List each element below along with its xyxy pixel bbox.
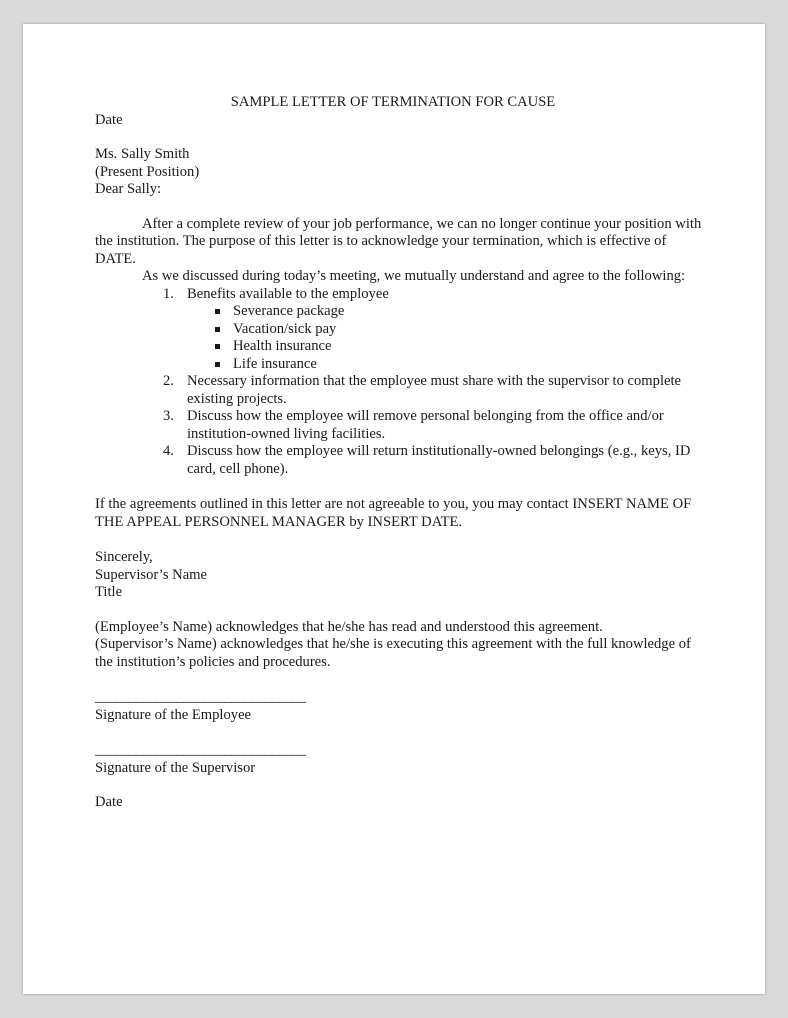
bullet-icon: [215, 344, 220, 349]
signature-employee-label: Signature of the Employee: [95, 706, 252, 723]
list-number: 1.: [163, 285, 174, 302]
signer-title: Title: [95, 584, 123, 600]
paragraph-review: After a complete review of your job performance, we can no longer continue your position with the institution. The purpose of this letter is to acknowledge your termination, which is effective of DATE.: [95, 215, 702, 267]
list-item: [95, 286, 705, 374]
recipient-name: Ms. Sally Smith: [95, 146, 190, 162]
ack-employee: (Employee’s Name) acknowledges that he/she has read and understood this agreement.: [95, 618, 603, 635]
bullet-icon: [215, 309, 220, 314]
closing: Sincerely,: [95, 549, 153, 565]
sub-list-item: [187, 356, 705, 374]
list-number: 3.: [163, 408, 174, 424]
signature-line-employee: _______________________________: [95, 689, 306, 705]
paragraph-meeting: As we discussed during today’s meeting, we mutually understand and agree to the following:: [142, 268, 686, 284]
document-page: [23, 24, 765, 994]
sub-list-item: [187, 338, 705, 356]
signature-supervisor-label: Signature of the Supervisor: [95, 759, 256, 776]
benefits-sublist: [187, 303, 705, 373]
list-number: 2.: [163, 373, 174, 389]
paragraph-appeal: If the agreements outlined in this letter are not agreeable to you, you may contact INSERT NAME OF THE APPEAL PERSONNEL MANAGER by INSERT DATE.: [95, 496, 692, 530]
sub-list-item-text: Severance package: [233, 303, 345, 319]
date-line-bottom: Date: [95, 794, 123, 810]
signer-name: Supervisor’s Name: [95, 566, 208, 583]
list-item-text: Discuss how the employee will remove personal belonging from the office and/or institution-owned living facilities.: [187, 408, 664, 442]
list-item-text: Necessary information that the employee must share with the supervisor to complete existing projects.: [187, 373, 682, 407]
signature-line-supervisor: _______________________________: [95, 742, 306, 758]
list-item: [95, 373, 705, 408]
letter-title: SAMPLE LETTER OF TERMINATION FOR CAUSE: [230, 94, 556, 110]
sub-list-item-text: Health insurance: [233, 338, 332, 354]
list-item-text: Discuss how the employee will return institutionally-owned belongings (e.g., keys, ID card, cell phone).: [187, 443, 691, 477]
list-item: [95, 443, 705, 478]
bullet-icon: [215, 327, 220, 332]
sub-list-item: [187, 321, 705, 339]
agreement-list: [95, 286, 705, 479]
list-number: 4.: [163, 443, 174, 459]
letter-body: [95, 94, 705, 812]
sub-list-item: [187, 303, 705, 321]
salutation: Dear Sally:: [95, 181, 162, 197]
sub-list-item-text: Vacation/sick pay: [233, 320, 337, 337]
list-item-text: Benefits available to the employee: [187, 285, 389, 302]
recipient-position: (Present Position): [95, 163, 200, 180]
date-line: Date: [95, 111, 123, 128]
sub-list-item-text: Life insurance: [233, 355, 317, 372]
ack-supervisor: (Supervisor’s Name) acknowledges that he/she is executing this agreement with the full knowledge of the institution’s policies and procedures.: [95, 636, 691, 670]
bullet-icon: [215, 362, 220, 367]
list-item: [95, 408, 705, 443]
